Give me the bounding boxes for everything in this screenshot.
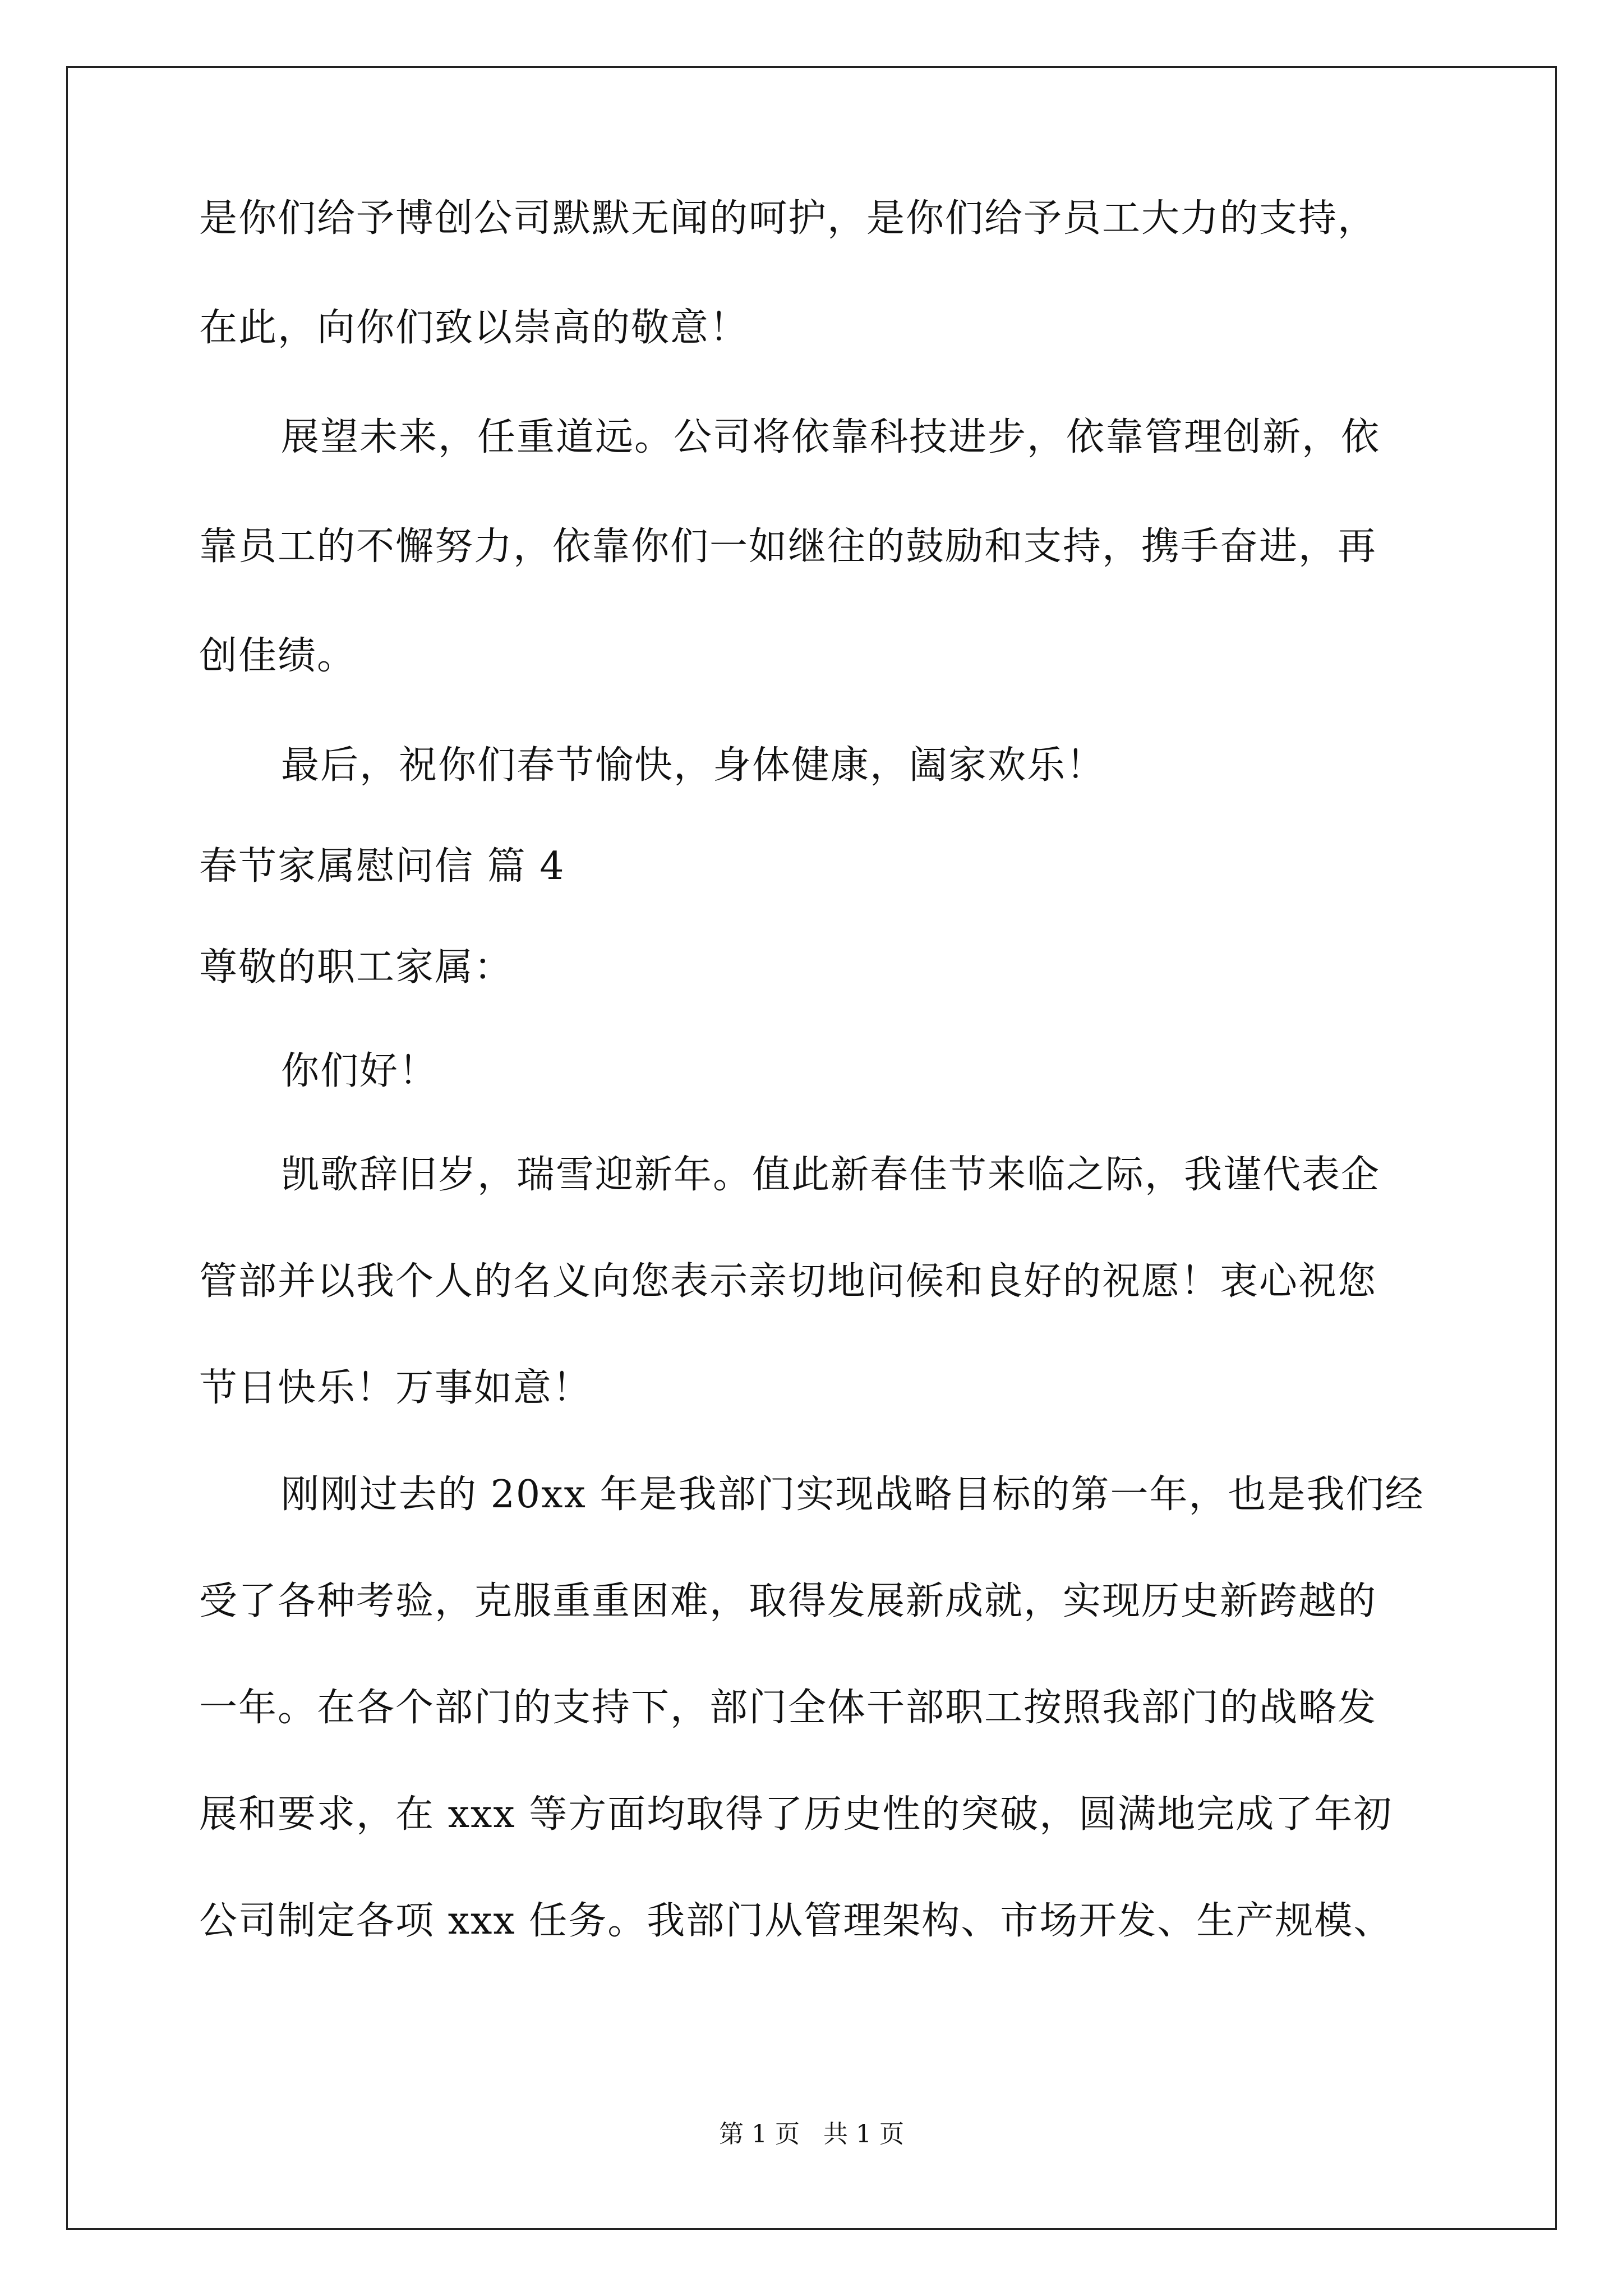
paragraph-line: 管部并以我个人的名义向您表示亲切地问候和良好的祝愿！衷心祝您 [199, 1259, 1377, 1304]
paragraph-line: 在此，向你们致以崇高的敬意！ [199, 306, 749, 350]
paragraph-line: 展望未来，任重道远。公司将依靠科技进步，依靠管理创新，依 [281, 415, 1381, 459]
paragraph-line: 刚刚过去的 20xx 年是我部门实现战略目标的第一年，也是我们经 [281, 1473, 1424, 1517]
paragraph-line: 受了各种考验，克服重重困难，取得发展新成就，实现历史新跨越的 [199, 1579, 1377, 1623]
paragraph-line: 最后，祝你们春节愉快，身体健康，阖家欢乐！ [281, 743, 1106, 788]
paragraph-line: 是你们给予博创公司默默无闻的呵护，是你们给予员工大力的支持， [199, 196, 1377, 241]
salutation: 尊敬的职工家属： [199, 945, 514, 990]
paragraph-line: 创佳绩。 [199, 634, 357, 678]
paragraph-line: 展和要求，在 xxx 等方面均取得了历史性的突破，圆满地完成了年初 [199, 1792, 1393, 1837]
paragraph-line: 凯歌辞旧岁，瑞雪迎新年。值此新春佳节来临之际，我谨代表企 [281, 1153, 1381, 1197]
paragraph-line: 节日快乐！万事如意！ [199, 1366, 592, 1410]
page-footer: 第 1 页 共 1 页 [719, 2120, 904, 2148]
paragraph-line: 公司制定各项 xxx 任务。我部门从管理架构、市场开发、生产规模、 [199, 1899, 1393, 1943]
paragraph-line: 一年。在各个部门的支持下，部门全体干部职工按照我部门的战略发 [199, 1686, 1377, 1730]
greeting: 你们好！ [281, 1049, 439, 1093]
paragraph-line: 靠员工的不懈努力，依靠你们一如继往的鼓励和支持，携手奋进，再 [199, 524, 1377, 569]
section-heading: 春节家属慰问信 篇 4 [199, 844, 565, 889]
